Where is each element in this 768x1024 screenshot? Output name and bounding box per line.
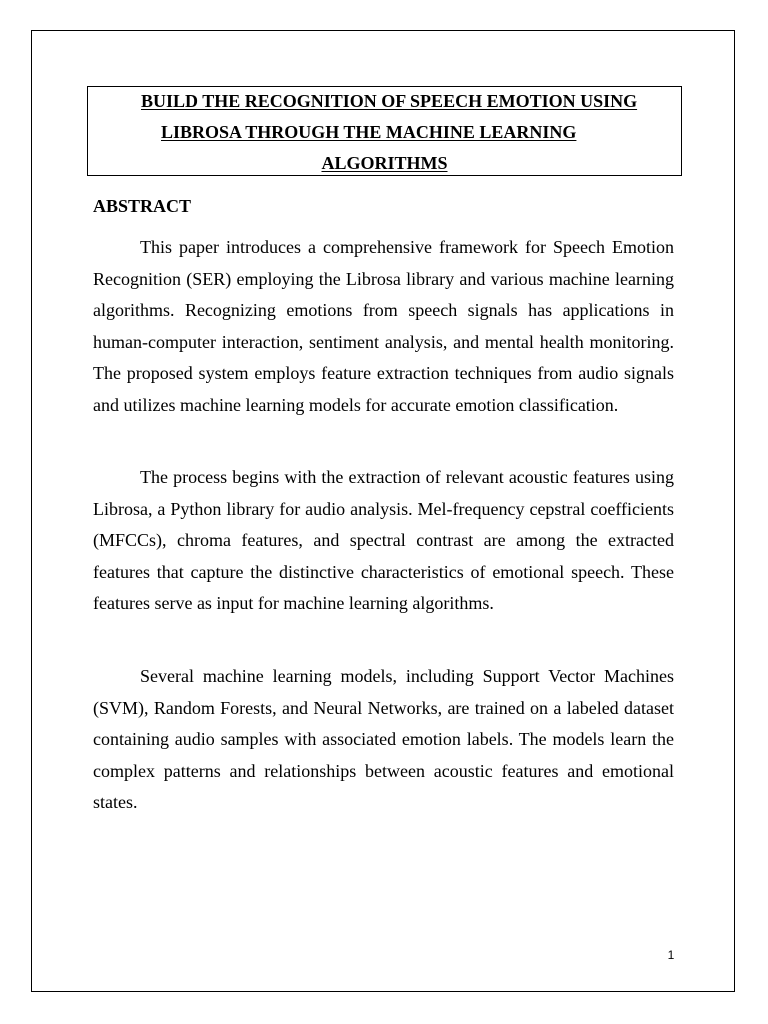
- paper-title-line-2: LIBROSA THROUGH THE MACHINE LEARNING: [161, 122, 577, 142]
- paper-title-line-1: BUILD THE RECOGNITION OF SPEECH EMOTION USING: [141, 91, 638, 111]
- page-number: 1: [667, 948, 675, 962]
- abstract-paragraph-2: The process begins with the extraction of relevant acoustic features using Librosa, a Python library for audio analysis. Mel-frequency cepstral coefficients (MFCCs), chroma features, and spectral contrast are among the extracted features that capture the distinctive characteristics of emotional speech. These features serve as input for machine learning algorithms.: [93, 467, 674, 613]
- paper-title-line-3: ALGORITHMS: [321, 153, 448, 173]
- title-box: [87, 86, 682, 176]
- abstract-paragraph-1: This paper introduces a comprehensive framework for Speech Emotion Recognition (SER) employing the Librosa library and various machine learning algorithms. Recognizing emotions from speech signals has applications in human-computer interaction, sentiment analysis, and mental health monitoring. The proposed system employs feature extraction techniques from audio signals and utilizes machine learning models for accurate emotion classification.: [93, 237, 674, 415]
- abstract-heading: ABSTRACT: [93, 196, 192, 216]
- abstract-paragraph-3: Several machine learning models, including Support Vector Machines (SVM), Random Forests, and Neural Networks, are trained on a labeled dataset containing audio samples with associated emotion labels. The models learn the complex patterns and relationships between acoustic features and emotional states.: [93, 666, 674, 812]
